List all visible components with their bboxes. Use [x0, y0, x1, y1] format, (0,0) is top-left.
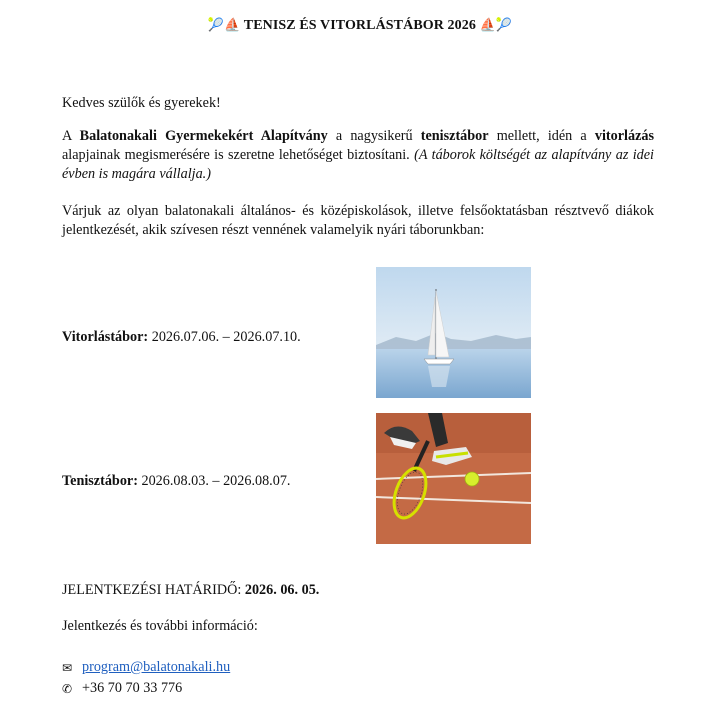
sailing-term: vitorlázás [594, 128, 654, 144]
phone-number: +36 70 70 33 776 [82, 680, 183, 696]
info-label: Jelentkezés és további információ: [62, 618, 258, 634]
deadline-label: JELENTKEZÉSI HATÁRIDŐ: [62, 582, 245, 598]
intro-text-2: a nagysikerű [327, 128, 421, 144]
envelope-icon: ✉ [62, 660, 73, 675]
foundation-name: Balatonakali Gyermekekért Alapítvány [79, 128, 328, 144]
tennis-photo [376, 413, 531, 544]
email-row [62, 659, 230, 676]
sailing-camp-dates [62, 329, 301, 346]
sailing-camp-date-range: 2026.07.06. – 2026.07.10. [148, 329, 301, 345]
page-title [0, 18, 720, 34]
phone-icon: ✆ [62, 681, 73, 696]
intro-text-3: mellett, idén a [488, 128, 595, 144]
sailing-tennis-icon: ⛵🎾 [479, 18, 513, 33]
deadline-date: 2026. 06. 05. [244, 582, 320, 598]
invite-paragraph: Várjuk az olyan balatonakali általános- és középiskolások, illetve felsőoktatásban résztvevő diákok jelentkezését, akik szívesen részt vennének valamelyik nyári táborunkban: [62, 203, 654, 238]
intro-text-4: alapjainak megismerésére is szeretne lehetőséget biztosítani. [62, 147, 415, 163]
intro-paragraph [62, 127, 654, 184]
tennis-camp-label: Tenisztábor: [62, 473, 138, 489]
tennis-camp-date-range: 2026.08.03. – 2026.08.07. [137, 473, 291, 489]
cost-note: (A táborok költségét az alapítvány az idei évben is magára vállalja.) [62, 147, 654, 182]
tennis-camp-dates [62, 473, 290, 490]
title-text: TENISZ ÉS VITORLÁSTÁBOR 2026 [243, 18, 476, 33]
intro-text-1: A [62, 128, 80, 144]
application-deadline [62, 582, 319, 599]
tennis-camp-term: tenisztábor [420, 128, 489, 144]
sailing-camp-label: Vitorlástábor: [62, 329, 149, 345]
tennis-sailing-icon: 🎾⛵ [207, 18, 241, 33]
email-link[interactable]: program@balatonakali.hu [82, 659, 231, 675]
greeting: Kedves szülők és gyerekek! [62, 95, 221, 111]
phone-row [62, 680, 182, 697]
sailboat-photo [376, 267, 531, 398]
